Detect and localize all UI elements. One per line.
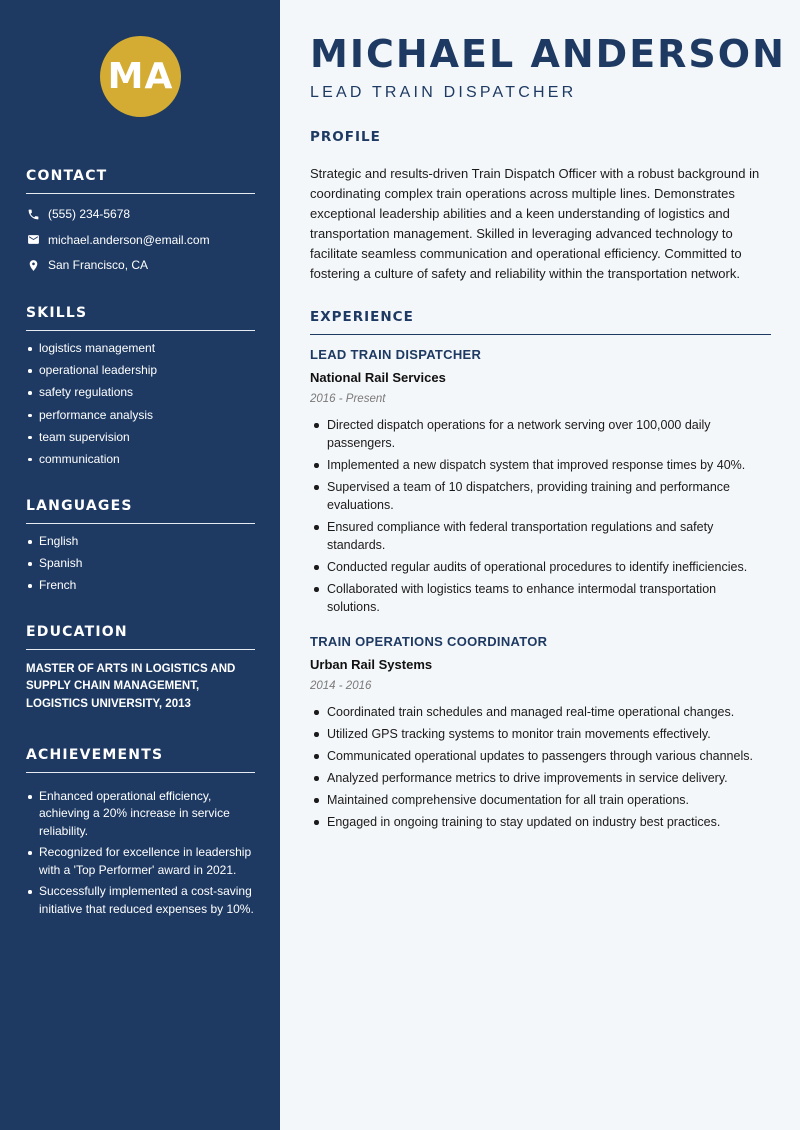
job-bullet: Coordinated train schedules and managed real-time operational changes.	[310, 703, 771, 721]
job-title-header: LEAD TRAIN DISPATCHER	[310, 84, 577, 101]
job-bullet: Analyzed performance metrics to drive improvements in service delivery.	[310, 769, 771, 787]
language-item: English	[26, 534, 255, 549]
contact-section	[26, 168, 255, 274]
skills-list	[26, 341, 255, 467]
location-text: San Francisco, CA	[48, 258, 149, 272]
job-bullet: Collaborated with logistics teams to enhance intermodal transportation solutions.	[310, 580, 771, 616]
sidebar	[0, 0, 280, 1130]
education-section	[26, 624, 255, 713]
job-title: TRAIN OPERATIONS COORDINATOR	[310, 634, 548, 649]
job-bullet: Implemented a new dispatch system that improved response times by 40%.	[310, 456, 771, 474]
job-title: LEAD TRAIN DISPATCHER	[310, 347, 482, 362]
job-dates: 2014 - 2016	[310, 680, 372, 692]
profile-heading: PROFILE	[310, 129, 381, 145]
achievement-item: Enhanced operational efficiency, achieving a 20% increase in service reliability.	[26, 788, 255, 840]
job-dates: 2016 - Present	[310, 393, 386, 405]
phone-text: (555) 234-5678	[48, 207, 131, 221]
education-heading: EDUCATION	[26, 624, 255, 650]
language-item: French	[26, 578, 255, 593]
language-item: Spanish	[26, 556, 255, 571]
job-bullet: Communicated operational updates to passengers through various channels.	[310, 747, 771, 765]
email-text: michael.anderson@email.com	[48, 232, 210, 247]
job-bullet: Supervised a team of 10 dispatchers, providing training and performance evaluations.	[310, 478, 771, 514]
achievements-list	[26, 788, 255, 918]
skill-item: logistics management	[26, 341, 255, 356]
mail-icon	[26, 233, 40, 247]
skills-heading: SKILLS	[26, 305, 255, 331]
job-bullets	[310, 703, 771, 831]
achievement-item: Successfully implemented a cost-saving initiative that reduced expenses by 10%.	[26, 883, 255, 918]
skills-section	[26, 305, 255, 474]
skill-item: safety regulations	[26, 385, 255, 400]
skill-item: operational leadership	[26, 363, 255, 378]
candidate-name: MICHAEL ANDERSON	[310, 32, 786, 76]
job-bullet: Maintained comprehensive documentation for all train operations.	[310, 791, 771, 809]
languages-list	[26, 534, 255, 593]
avatar: MA	[100, 36, 181, 117]
skill-item: team supervision	[26, 430, 255, 445]
skill-item: communication	[26, 452, 255, 467]
job-company: National Rail Services	[310, 370, 446, 385]
experience-heading: EXPERIENCE	[310, 309, 771, 335]
contact-location	[26, 256, 255, 274]
contact-heading: CONTACT	[26, 168, 255, 194]
skill-item: performance analysis	[26, 408, 255, 423]
languages-section	[26, 498, 255, 601]
phone-icon	[26, 207, 40, 221]
job-bullet: Conducted regular audits of operational procedures to identify inefficiencies.	[310, 558, 771, 576]
job-entry	[310, 633, 771, 835]
job-company: Urban Rail Systems	[310, 657, 433, 672]
languages-heading: LANGUAGES	[26, 498, 255, 524]
achievements-section	[26, 747, 255, 923]
job-bullets	[310, 416, 771, 616]
job-bullet: Ensured compliance with federal transportation regulations and safety standards.	[310, 518, 771, 554]
achievements-heading: ACHIEVEMENTS	[26, 747, 255, 773]
job-entry	[310, 346, 771, 620]
contact-email	[26, 231, 255, 249]
job-bullet: Engaged in ongoing training to stay updated on industry best practices.	[310, 813, 771, 831]
job-bullet: Directed dispatch operations for a network serving over 100,000 daily passengers.	[310, 416, 771, 452]
education-text: MASTER OF ARTS IN LOGISTICS AND SUPPLY CHAIN MANAGEMENT, LOGISTICS UNIVERSITY, 2013	[26, 663, 236, 710]
job-bullet: Utilized GPS tracking systems to monitor train movements effectively.	[310, 725, 771, 743]
achievement-item: Recognized for excellence in leadership with a 'Top Performer' award in 2021.	[26, 844, 255, 879]
profile-text: Strategic and results-driven Train Dispatch Officer with a robust background in coordinating complex train operations across multiple lines. Demonstrates exceptional leadership abilities and a keen understanding of logistics and transportation management. Skilled in leveraging advanced technology to facilitate seamless communication and operational efficiency. Committed to fostering a culture of safety and reliability within the transportation network.	[310, 166, 760, 281]
contact-phone	[26, 205, 255, 223]
location-pin-icon	[26, 258, 40, 272]
